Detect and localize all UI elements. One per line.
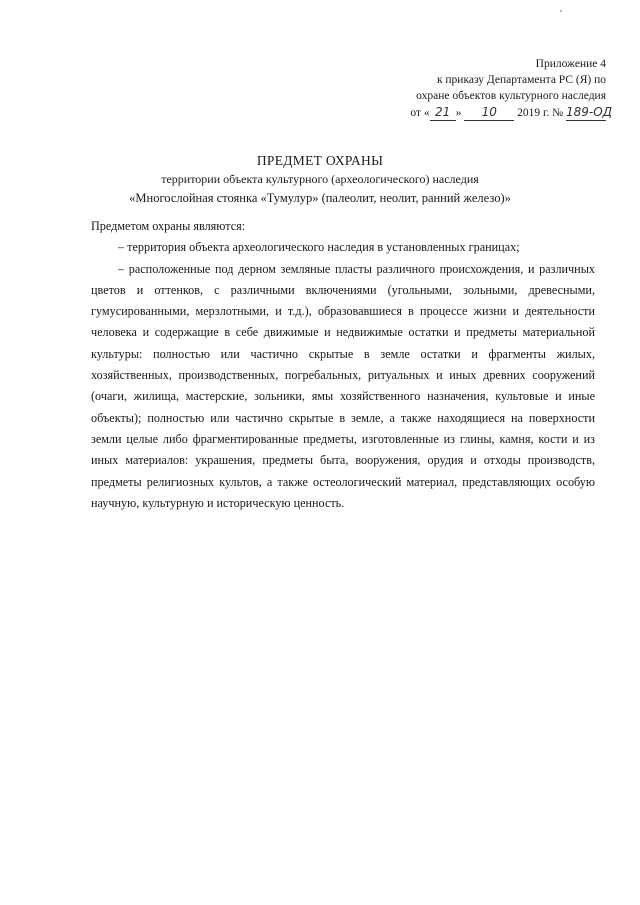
document-title: ПРЕДМЕТ ОХРАНЫ [256, 153, 384, 168]
scan-speck [560, 10, 562, 12]
order-number: 189-ОД [566, 105, 613, 119]
date-month: 10 [464, 104, 514, 121]
appendix-number: Приложение 4 [535, 58, 606, 70]
body-item-territory: – территория объекта археологического наследия в установленных границах; [118, 240, 520, 255]
date-mid: » [455, 107, 462, 119]
document-subtitle: территории объекта культурного (археологического) наследия [161, 172, 479, 186]
date-prefix: от « [410, 107, 430, 119]
appendix-date-line [346, 104, 613, 121]
site-name: «Многослойная стоянка «Тумулур» (палеолит, неолит, ранний железо)» [129, 191, 511, 205]
appendix-header [346, 56, 613, 121]
heading-block [0, 152, 640, 208]
body-intro: Предметом охраны являются: [91, 219, 246, 233]
appendix-order-ref: к приказу Департамента РС (Я) по [436, 74, 606, 86]
date-day: 21 [430, 104, 456, 121]
document-body [91, 216, 595, 514]
date-year: 2019 г. № [517, 107, 564, 119]
appendix-department: охране объектов культурного наследия [416, 90, 606, 102]
body-item-layers: – расположенные под дерном земляные пласты различного происхождения, и различных цветов и оттенков, с различными включениями (угольными, зольными, древесными, гумусированными, мерзлотными, и т.д.), образовавшиеся в процессе жизни и деятельности человека и содержащие в себе движимые и недвижимые остатки и предметы материальной культуры: полностью или частично скрытые в земле остатки и фрагменты жилых, хозяйственных, производственных, погребальных, ритуальных и иных древних сооружений (очаги, жилища, мастерские, зольники, ямы хозяйственного назначения, культовые и иные объекты); полностью или частично скрытые в земле, а также находящиеся на поверхности земли целые либо фрагментированные предметы, изготовленные из глины, камня, кости и из иных материалов: украшения, предметы быта, вооружения, орудия и отходы производств, предметы религиозных культов, а также остеологический материал, представляющих особую научную, культурную и историческую ценность. [91, 261, 595, 510]
